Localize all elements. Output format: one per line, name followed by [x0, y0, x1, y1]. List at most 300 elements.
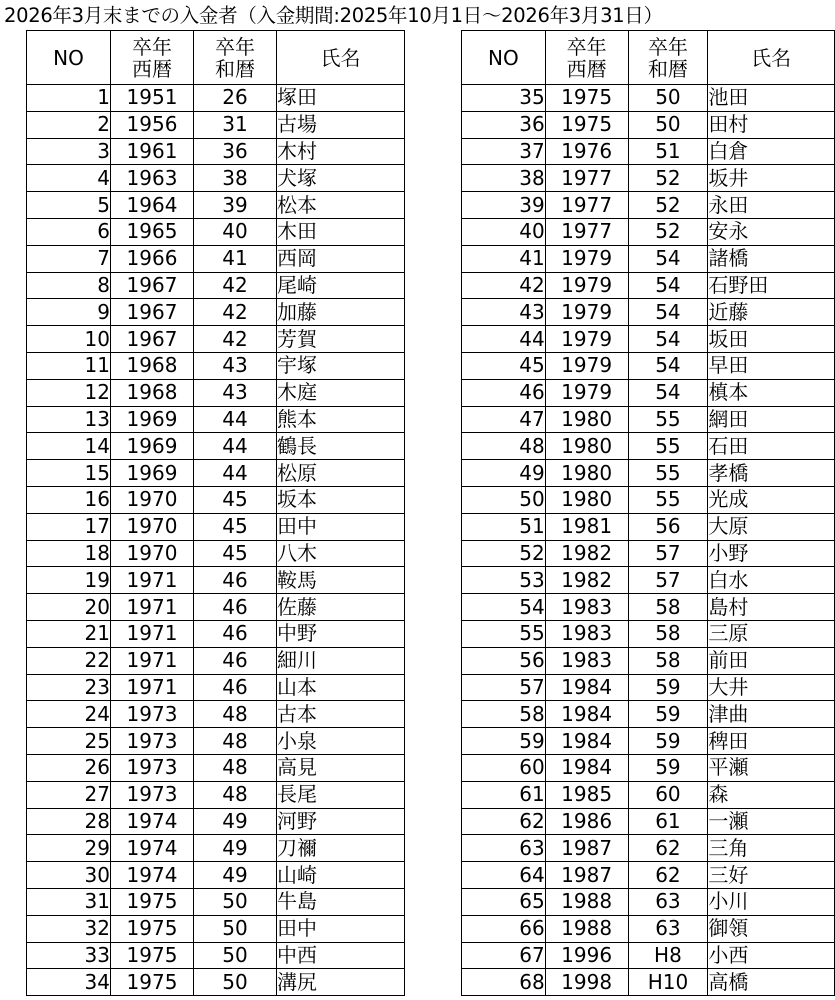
cell-year-western: 1982 — [545, 567, 628, 594]
table-row — [462, 835, 835, 862]
cell-year-western: 1973 — [111, 781, 194, 808]
cell-no: 2 — [27, 111, 111, 138]
table-row — [27, 299, 405, 326]
cell-year-western: 1979 — [545, 326, 628, 353]
cell-name: 細川 — [277, 647, 405, 674]
cell-name: 松原 — [277, 460, 405, 487]
cell-year-western: 1977 — [545, 192, 628, 219]
cell-name: 山崎 — [277, 862, 405, 889]
cell-name: 光成 — [708, 486, 835, 513]
cell-year-japanese: 62 — [628, 862, 708, 889]
cell-name: 古場 — [277, 111, 405, 138]
cell-name: 白倉 — [708, 138, 835, 165]
cell-year-japanese: 46 — [194, 647, 277, 674]
table-row — [27, 835, 405, 862]
cell-no: 45 — [462, 352, 546, 379]
table-row — [462, 138, 835, 165]
cell-name: 宇塚 — [277, 352, 405, 379]
cell-year-western: 1969 — [111, 406, 194, 433]
cell-no: 46 — [462, 379, 546, 406]
cell-no: 13 — [27, 406, 111, 433]
table-row — [462, 701, 835, 728]
table-row — [27, 326, 405, 353]
cell-name: 鶴長 — [277, 433, 405, 460]
cell-year-japanese: 54 — [628, 352, 708, 379]
cell-no: 41 — [462, 245, 546, 272]
table-row — [462, 915, 835, 942]
cell-year-western: 1983 — [545, 647, 628, 674]
cell-year-western: 1996 — [545, 942, 628, 969]
cell-no: 28 — [27, 808, 111, 835]
cell-no: 54 — [462, 594, 546, 621]
table-row — [462, 781, 835, 808]
table-row — [27, 728, 405, 755]
table-row — [27, 674, 405, 701]
cell-no: 18 — [27, 540, 111, 567]
cell-year-japanese: 45 — [194, 540, 277, 567]
cell-name: 孝橋 — [708, 460, 835, 487]
cell-no: 14 — [27, 433, 111, 460]
cell-year-japanese: 49 — [194, 808, 277, 835]
cell-year-western: 1980 — [545, 433, 628, 460]
cell-year-japanese: 46 — [194, 674, 277, 701]
cell-name: 一瀬 — [708, 808, 835, 835]
cell-name: 中西 — [277, 942, 405, 969]
table-row — [27, 781, 405, 808]
cell-year-western: 1963 — [111, 165, 194, 192]
cell-no: 5 — [27, 192, 111, 219]
cell-name: 池田 — [708, 85, 835, 112]
cell-year-western: 1973 — [111, 728, 194, 755]
cell-no: 16 — [27, 486, 111, 513]
table-row — [462, 460, 835, 487]
table-row — [462, 942, 835, 969]
cell-year-japanese: 59 — [628, 674, 708, 701]
cell-name: 坂田 — [708, 326, 835, 353]
cell-no: 61 — [462, 781, 546, 808]
cell-year-japanese: 50 — [194, 888, 277, 915]
cell-year-japanese: H10 — [628, 969, 708, 996]
cell-year-japanese: 41 — [194, 245, 277, 272]
cell-year-western: 1979 — [545, 379, 628, 406]
header-year-western-line1: 卒年 — [132, 34, 172, 59]
cell-name: 塚田 — [277, 85, 405, 112]
table-row — [462, 218, 835, 245]
cell-year-western: 1956 — [111, 111, 194, 138]
cell-no: 42 — [462, 272, 546, 299]
header-year-western-line1: 卒年 — [566, 34, 607, 59]
cell-year-western: 1987 — [545, 862, 628, 889]
cell-no: 44 — [462, 326, 546, 353]
cell-year-western: 1973 — [111, 754, 194, 781]
cell-no: 43 — [462, 299, 546, 326]
cell-name: 島村 — [708, 594, 835, 621]
cell-year-japanese: 42 — [194, 299, 277, 326]
table-header-row — [462, 31, 835, 85]
cell-year-western: 1975 — [545, 85, 628, 112]
cell-year-japanese: 54 — [628, 326, 708, 353]
cell-no: 37 — [462, 138, 546, 165]
table-row — [462, 352, 835, 379]
cell-year-japanese: 54 — [628, 245, 708, 272]
cell-name: 白水 — [708, 567, 835, 594]
cell-year-western: 1974 — [111, 808, 194, 835]
cell-name: 三好 — [708, 862, 835, 889]
cell-name: 坂本 — [277, 486, 405, 513]
cell-year-western: 1975 — [111, 969, 194, 996]
cell-name: 小泉 — [277, 728, 405, 755]
cell-year-western: 1981 — [545, 513, 628, 540]
cell-no: 62 — [462, 808, 546, 835]
cell-year-western: 1987 — [545, 835, 628, 862]
cell-name: 長尾 — [277, 781, 405, 808]
cell-year-western: 1965 — [111, 218, 194, 245]
cell-no: 47 — [462, 406, 546, 433]
table-row — [27, 513, 405, 540]
cell-no: 35 — [462, 85, 546, 112]
cell-year-japanese: 42 — [194, 272, 277, 299]
cell-year-western: 1984 — [545, 674, 628, 701]
header-name: 氏名 — [277, 31, 405, 85]
cell-name: 安永 — [708, 218, 835, 245]
cell-name: 津曲 — [708, 701, 835, 728]
cell-name: 大原 — [708, 513, 835, 540]
cell-no: 21 — [27, 620, 111, 647]
cell-name: 木庭 — [277, 379, 405, 406]
cell-year-japanese: 38 — [194, 165, 277, 192]
cell-name: 石野田 — [708, 272, 835, 299]
cell-no: 55 — [462, 620, 546, 647]
table-row — [462, 888, 835, 915]
cell-no: 31 — [27, 888, 111, 915]
cell-year-japanese: 62 — [628, 835, 708, 862]
cell-no: 30 — [27, 862, 111, 889]
header-year-western — [111, 31, 194, 85]
cell-year-japanese: 44 — [194, 433, 277, 460]
cell-year-japanese: 50 — [194, 915, 277, 942]
cell-year-japanese: 26 — [194, 85, 277, 112]
table-header-row — [27, 31, 405, 85]
header-year-japanese-line1: 卒年 — [647, 34, 688, 59]
header-year-western — [545, 31, 628, 85]
cell-name: 西岡 — [277, 245, 405, 272]
header-year-japanese — [628, 31, 708, 85]
cell-name: 溝尻 — [277, 969, 405, 996]
table-row — [27, 567, 405, 594]
table-row — [27, 808, 405, 835]
table-row — [27, 862, 405, 889]
table-row — [27, 433, 405, 460]
cell-year-western: 1975 — [111, 942, 194, 969]
cell-year-japanese: 43 — [194, 352, 277, 379]
cell-name: 木田 — [277, 218, 405, 245]
cell-year-japanese: 59 — [628, 754, 708, 781]
table-row — [462, 862, 835, 889]
cell-year-western: 1983 — [545, 620, 628, 647]
cell-year-western: 1977 — [545, 218, 628, 245]
cell-no: 23 — [27, 674, 111, 701]
page-title: 2026年3月末までの入金者（入金期間:2025年10月1日～2026年3月31日） — [4, 4, 663, 27]
cell-year-japanese: 48 — [194, 781, 277, 808]
cell-year-japanese: 40 — [194, 218, 277, 245]
table-row — [462, 674, 835, 701]
cell-no: 15 — [27, 460, 111, 487]
table-row — [27, 754, 405, 781]
cell-no: 20 — [27, 594, 111, 621]
cell-year-western: 1969 — [111, 433, 194, 460]
table-row — [462, 540, 835, 567]
cell-name: 永田 — [708, 192, 835, 219]
cell-name: 早田 — [708, 352, 835, 379]
cell-name: 御領 — [708, 915, 835, 942]
cell-year-japanese: 48 — [194, 728, 277, 755]
cell-name: 八木 — [277, 540, 405, 567]
cell-year-western: 1977 — [545, 165, 628, 192]
table-row — [27, 272, 405, 299]
cell-year-western: 1970 — [111, 540, 194, 567]
cell-year-western: 1983 — [545, 594, 628, 621]
cell-no: 58 — [462, 701, 546, 728]
cell-no: 64 — [462, 862, 546, 889]
cell-year-western: 1979 — [545, 272, 628, 299]
table-row — [27, 352, 405, 379]
cell-no: 19 — [27, 567, 111, 594]
table-row — [462, 513, 835, 540]
table-row — [27, 540, 405, 567]
cell-no: 1 — [27, 85, 111, 112]
cell-year-western: 1974 — [111, 835, 194, 862]
cell-no: 38 — [462, 165, 546, 192]
cell-year-japanese: 50 — [628, 111, 708, 138]
cell-year-japanese: 49 — [194, 862, 277, 889]
cell-no: 52 — [462, 540, 546, 567]
table-row — [462, 808, 835, 835]
table-row — [462, 245, 835, 272]
table-row — [27, 701, 405, 728]
table-row — [462, 969, 835, 996]
cell-year-western: 1980 — [545, 486, 628, 513]
cell-year-japanese: 51 — [628, 138, 708, 165]
header-year-western-line2: 西暦 — [566, 56, 607, 81]
cell-no: 33 — [27, 942, 111, 969]
cell-year-japanese: 60 — [628, 781, 708, 808]
table-row — [462, 272, 835, 299]
cell-name: 刀禰 — [277, 835, 405, 862]
table-row — [27, 192, 405, 219]
cell-no: 25 — [27, 728, 111, 755]
cell-year-japanese: 55 — [628, 460, 708, 487]
cell-year-western: 1984 — [545, 728, 628, 755]
cell-no: 22 — [27, 647, 111, 674]
cell-no: 56 — [462, 647, 546, 674]
table-row — [462, 567, 835, 594]
cell-no: 26 — [27, 754, 111, 781]
table-row — [462, 594, 835, 621]
table-row — [27, 379, 405, 406]
cell-name: 高橋 — [708, 969, 835, 996]
cell-no: 57 — [462, 674, 546, 701]
cell-no: 36 — [462, 111, 546, 138]
table-row — [462, 111, 835, 138]
cell-year-japanese: 50 — [628, 85, 708, 112]
cell-year-western: 1961 — [111, 138, 194, 165]
cell-year-japanese: 46 — [194, 594, 277, 621]
table-row — [27, 969, 405, 996]
cell-year-japanese: 54 — [628, 379, 708, 406]
cell-year-western: 1984 — [545, 754, 628, 781]
cell-year-western: 1988 — [545, 888, 628, 915]
cell-year-western: 1974 — [111, 862, 194, 889]
cell-year-japanese: 55 — [628, 486, 708, 513]
cell-year-western: 1971 — [111, 647, 194, 674]
cell-no: 53 — [462, 567, 546, 594]
cell-name: 松本 — [277, 192, 405, 219]
table-row — [462, 299, 835, 326]
header-year-japanese-line2: 和暦 — [647, 56, 688, 81]
header-no: NO — [27, 31, 111, 85]
cell-year-japanese: 63 — [628, 915, 708, 942]
cell-year-western: 1980 — [545, 460, 628, 487]
cell-year-japanese: 56 — [628, 513, 708, 540]
right-member-table — [461, 30, 835, 996]
cell-year-japanese: 36 — [194, 138, 277, 165]
cell-year-western: 1971 — [111, 674, 194, 701]
table-row — [27, 915, 405, 942]
cell-year-japanese: 52 — [628, 218, 708, 245]
cell-year-japanese: 57 — [628, 540, 708, 567]
cell-name: 平瀬 — [708, 754, 835, 781]
cell-year-western: 1967 — [111, 326, 194, 353]
cell-name: 網田 — [708, 406, 835, 433]
left-member-table — [26, 30, 405, 996]
cell-year-japanese: 54 — [628, 299, 708, 326]
cell-year-western: 1975 — [111, 888, 194, 915]
table-row — [27, 138, 405, 165]
table-row — [462, 754, 835, 781]
table-row — [27, 165, 405, 192]
cell-year-japanese: H8 — [628, 942, 708, 969]
cell-no: 60 — [462, 754, 546, 781]
table-row — [27, 245, 405, 272]
cell-year-japanese: 50 — [194, 942, 277, 969]
table-row — [462, 85, 835, 112]
cell-year-japanese: 50 — [194, 969, 277, 996]
cell-name: 芳賀 — [277, 326, 405, 353]
cell-name: 大井 — [708, 674, 835, 701]
cell-name: 田村 — [708, 111, 835, 138]
cell-name: 稗田 — [708, 728, 835, 755]
cell-no: 49 — [462, 460, 546, 487]
cell-name: 古本 — [277, 701, 405, 728]
cell-name: 山本 — [277, 674, 405, 701]
table-row — [27, 942, 405, 969]
cell-year-japanese: 61 — [628, 808, 708, 835]
cell-year-japanese: 39 — [194, 192, 277, 219]
cell-no: 24 — [27, 701, 111, 728]
cell-no: 51 — [462, 513, 546, 540]
cell-no: 65 — [462, 888, 546, 915]
cell-year-western: 1967 — [111, 272, 194, 299]
cell-name: 河野 — [277, 808, 405, 835]
cell-year-western: 1973 — [111, 701, 194, 728]
cell-year-japanese: 48 — [194, 701, 277, 728]
cell-name: 三角 — [708, 835, 835, 862]
cell-year-japanese: 46 — [194, 567, 277, 594]
cell-no: 40 — [462, 218, 546, 245]
cell-year-western: 1970 — [111, 486, 194, 513]
table-row — [27, 406, 405, 433]
table-row — [462, 192, 835, 219]
cell-name: 諸橋 — [708, 245, 835, 272]
cell-name: 近藤 — [708, 299, 835, 326]
cell-name: 森 — [708, 781, 835, 808]
cell-name: 坂井 — [708, 165, 835, 192]
table-row — [27, 594, 405, 621]
cell-year-japanese: 45 — [194, 513, 277, 540]
cell-year-japanese: 58 — [628, 594, 708, 621]
cell-year-japanese: 59 — [628, 728, 708, 755]
cell-year-western: 1979 — [545, 299, 628, 326]
cell-year-japanese: 55 — [628, 433, 708, 460]
cell-no: 32 — [27, 915, 111, 942]
table-row — [27, 111, 405, 138]
cell-name: 小川 — [708, 888, 835, 915]
header-year-western-line2: 西暦 — [132, 56, 172, 81]
cell-name: 牛島 — [277, 888, 405, 915]
cell-no: 3 — [27, 138, 111, 165]
table-row — [27, 620, 405, 647]
cell-no: 39 — [462, 192, 546, 219]
cell-year-western: 1964 — [111, 192, 194, 219]
cell-name: 加藤 — [277, 299, 405, 326]
cell-year-japanese: 42 — [194, 326, 277, 353]
cell-name: 佐藤 — [277, 594, 405, 621]
cell-no: 10 — [27, 326, 111, 353]
table-row — [462, 379, 835, 406]
cell-year-western: 1966 — [111, 245, 194, 272]
table-row — [27, 460, 405, 487]
cell-no: 66 — [462, 915, 546, 942]
cell-year-japanese: 49 — [194, 835, 277, 862]
table-row — [462, 406, 835, 433]
table-row — [27, 486, 405, 513]
cell-year-western: 1975 — [111, 915, 194, 942]
cell-name: 槙本 — [708, 379, 835, 406]
cell-year-japanese: 46 — [194, 620, 277, 647]
header-name: 氏名 — [708, 31, 835, 85]
cell-no: 34 — [27, 969, 111, 996]
cell-year-western: 1979 — [545, 245, 628, 272]
cell-name: 高見 — [277, 754, 405, 781]
cell-year-japanese: 59 — [628, 701, 708, 728]
cell-no: 27 — [27, 781, 111, 808]
cell-name: 熊本 — [277, 406, 405, 433]
table-row — [462, 326, 835, 353]
cell-no: 63 — [462, 835, 546, 862]
cell-year-japanese: 52 — [628, 192, 708, 219]
table-row — [462, 486, 835, 513]
cell-no: 48 — [462, 433, 546, 460]
cell-year-japanese: 54 — [628, 272, 708, 299]
cell-no: 67 — [462, 942, 546, 969]
table-row — [27, 888, 405, 915]
cell-no: 68 — [462, 969, 546, 996]
table-row — [462, 165, 835, 192]
cell-year-japanese: 52 — [628, 165, 708, 192]
cell-name: 田中 — [277, 915, 405, 942]
cell-name: 小西 — [708, 942, 835, 969]
cell-year-western: 1975 — [545, 111, 628, 138]
